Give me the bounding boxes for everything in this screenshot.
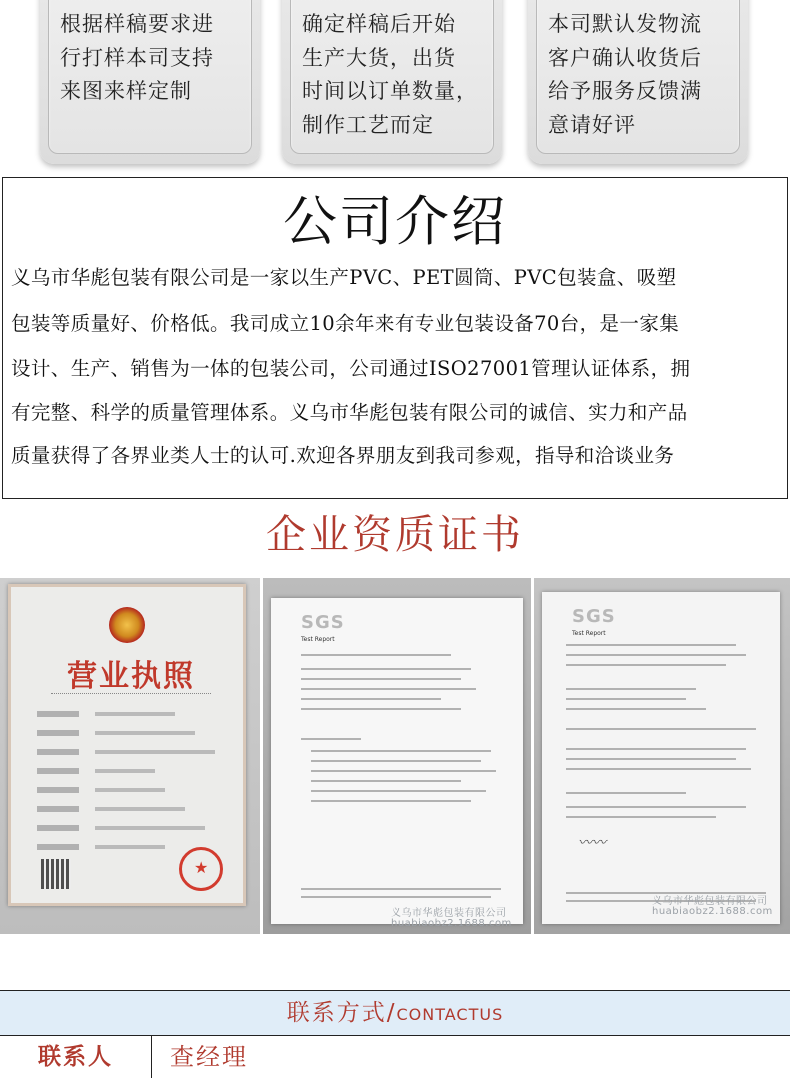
contact-header — [0, 990, 790, 1036]
contact-person-label: 联系人 — [0, 1036, 152, 1078]
sgs-report-label: Test Report — [572, 630, 606, 637]
contact-person-row — [0, 1036, 790, 1078]
step-card-delivery — [528, 0, 748, 164]
license-document — [8, 584, 246, 906]
certificates-heading: 企业资质证书 — [266, 512, 524, 558]
contact-title-en: CONTACTUS — [396, 1005, 504, 1024]
company-intro-title: 公司介绍 — [283, 190, 507, 253]
license-fields — [37, 707, 227, 859]
company-intro-box — [2, 177, 788, 499]
business-license-photo — [0, 578, 260, 934]
intro-paragraph-line: 义乌市华彪包装有限公司是一家以生产PVC、PET圆筒、PVC包装盒、吸塑 — [11, 266, 677, 289]
step-card-sampling — [40, 0, 260, 164]
qr-code-icon — [41, 859, 71, 889]
step-card-production — [282, 0, 502, 164]
contact-title-cn: 联系方式/ — [286, 1000, 397, 1026]
national-emblem-icon — [109, 607, 145, 643]
step-card-text: 根据样稿要求进 行打样本司支持 来图来样定制 — [60, 12, 214, 103]
watermark-company: 义乌市华彪包装有限公司 — [652, 896, 768, 907]
intro-paragraph-line: 包装等质量好、价格低。我司成立10余年来有专业包装设备70台，是一家集 — [11, 312, 680, 335]
watermark-company: 义乌市华彪包装有限公司 — [391, 908, 507, 919]
sgs-report-photo-1 — [263, 578, 531, 934]
process-steps — [0, 0, 790, 168]
sgs-report-document — [542, 592, 780, 924]
intro-paragraph-line: 设计、生产、销售为一体的包装公司，公司通过ISO27001管理认证体系，拥 — [11, 357, 691, 380]
sgs-report-label: Test Report — [301, 636, 335, 643]
signature-icon: 〰〰 — [578, 835, 606, 851]
license-title: 营业执照 — [67, 659, 195, 694]
sgs-report-document — [271, 598, 523, 929]
intro-paragraph-line: 质量获得了各界业类人士的认可.欢迎各界朋友到我司参观，指导和洽谈业务 — [11, 444, 675, 467]
official-seal-icon — [179, 847, 223, 891]
watermark-url: huabiaobz2.1688.com — [652, 906, 773, 917]
sgs-logo: SGS — [572, 606, 616, 627]
contact-person-name: 查经理 — [170, 1043, 248, 1071]
certificate-gallery — [0, 578, 790, 934]
sgs-logo: SGS — [301, 612, 345, 633]
step-card-text: 确定样稿后开始 生产大货，出货 时间以订单数量， 制作工艺而定 — [302, 12, 478, 137]
watermark-url: huabiaobz2.1688.com — [391, 918, 512, 929]
sgs-report-photo-2 — [534, 578, 790, 934]
intro-paragraph-line: 有完整、科学的质量管理体系。义乌市华彪包装有限公司的诚信、实力和产品 — [11, 401, 688, 424]
step-card-text: 本司默认发物流 客户确认收货后 给予服务反馈满 意请好评 — [548, 12, 702, 137]
